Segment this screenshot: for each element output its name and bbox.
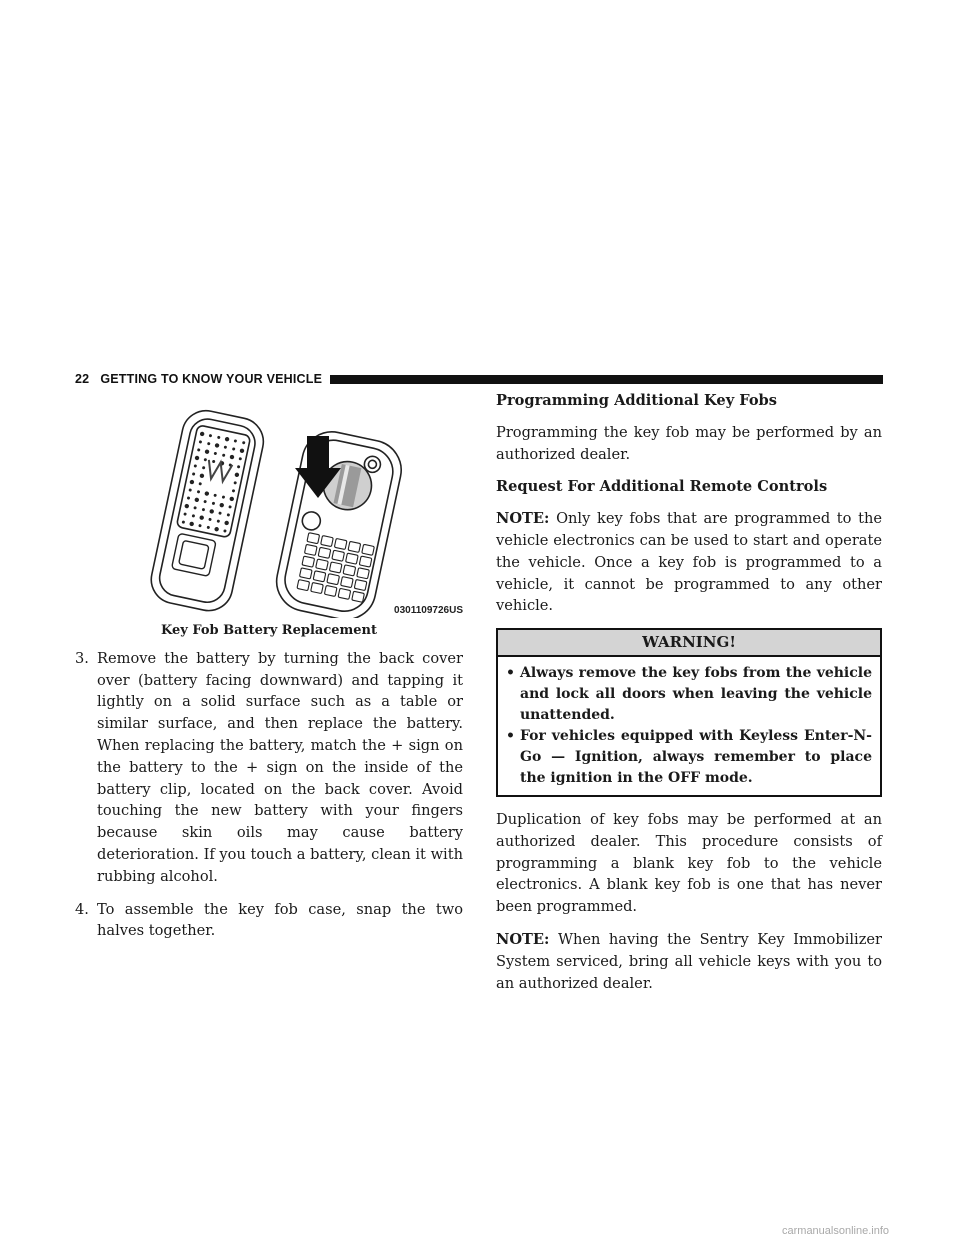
step-item xyxy=(75,899,463,943)
key-fob-figure xyxy=(75,396,463,618)
key-fob-illustration xyxy=(75,396,463,618)
step-number: 3. xyxy=(75,649,89,667)
warning-text: Always remove the key fobs from the vehicle and lock all doors when leaving the vehicle unattended. xyxy=(520,664,872,723)
header-rule xyxy=(330,375,883,384)
page-header xyxy=(75,371,883,387)
section-title: GETTING TO KNOW YOUR VEHICLE xyxy=(100,372,323,386)
warning-text: For vehicles equipped with Keyless Enter-N-Go — Ignition, always remember to place the ignition in the OFF mode. xyxy=(520,727,872,786)
watermark[interactable]: carmanualsonline.info xyxy=(782,1225,890,1237)
figure-code: 0301109726US xyxy=(394,605,463,616)
right-column xyxy=(496,390,882,1005)
warning-item xyxy=(506,726,872,789)
step-text: Remove the battery by turning the back cover over (battery facing downward) and tapping it lightly on a solid surface such as a table or similar surface, and then replace the battery. When replacing the battery, match the + sign on the battery to the + sign on the inside of the battery clip, located on the back cover. Avoid touching the new battery with your fingers because skin oils may cause battery deterioration. If you touch a battery, clean it with rubbing alcohol. xyxy=(97,649,463,885)
warning-body xyxy=(498,657,880,795)
bullet-icon: • xyxy=(506,664,515,681)
page-number: 22 xyxy=(75,372,90,386)
step-item xyxy=(75,648,463,888)
warning-box xyxy=(496,628,882,797)
note-1 xyxy=(496,508,882,617)
warning-item xyxy=(506,663,872,726)
heading-programming: Programming Additional Key Fobs xyxy=(496,392,777,409)
header-text xyxy=(75,372,330,386)
note-label: NOTE: xyxy=(496,510,550,528)
bullet-icon: • xyxy=(506,727,515,744)
step-text: To assemble the key fob case, snap the two halves together. xyxy=(97,900,463,940)
para-programming: Programming the key fob may be performed by an authorized dealer. xyxy=(496,423,882,463)
note-2 xyxy=(496,929,882,994)
note-label: NOTE: xyxy=(496,930,550,948)
left-column xyxy=(75,396,463,953)
para-duplication: Duplication of key fobs may be performed at an authorized dealer. This procedure consists of programming a blank key fob to the vehicle electronics. A blank key fob is one that has never been programmed. xyxy=(496,810,882,916)
figure-caption: Key Fob Battery Replacement xyxy=(161,623,377,638)
warning-title: WARNING! xyxy=(498,630,880,657)
note-text: When having the Sentry Key Immobilizer System serviced, bring all vehicle keys with you to an authorized dealer. xyxy=(496,930,882,992)
note-text: Only key fobs that are programmed to the vehicle electronics can be used to start and operate the vehicle. Once a key fob is programmed to a vehicle, it cannot be programmed to any other vehicle. xyxy=(496,510,882,615)
step-number: 4. xyxy=(75,900,89,918)
heading-request: Request For Additional Remote Controls xyxy=(496,478,828,496)
